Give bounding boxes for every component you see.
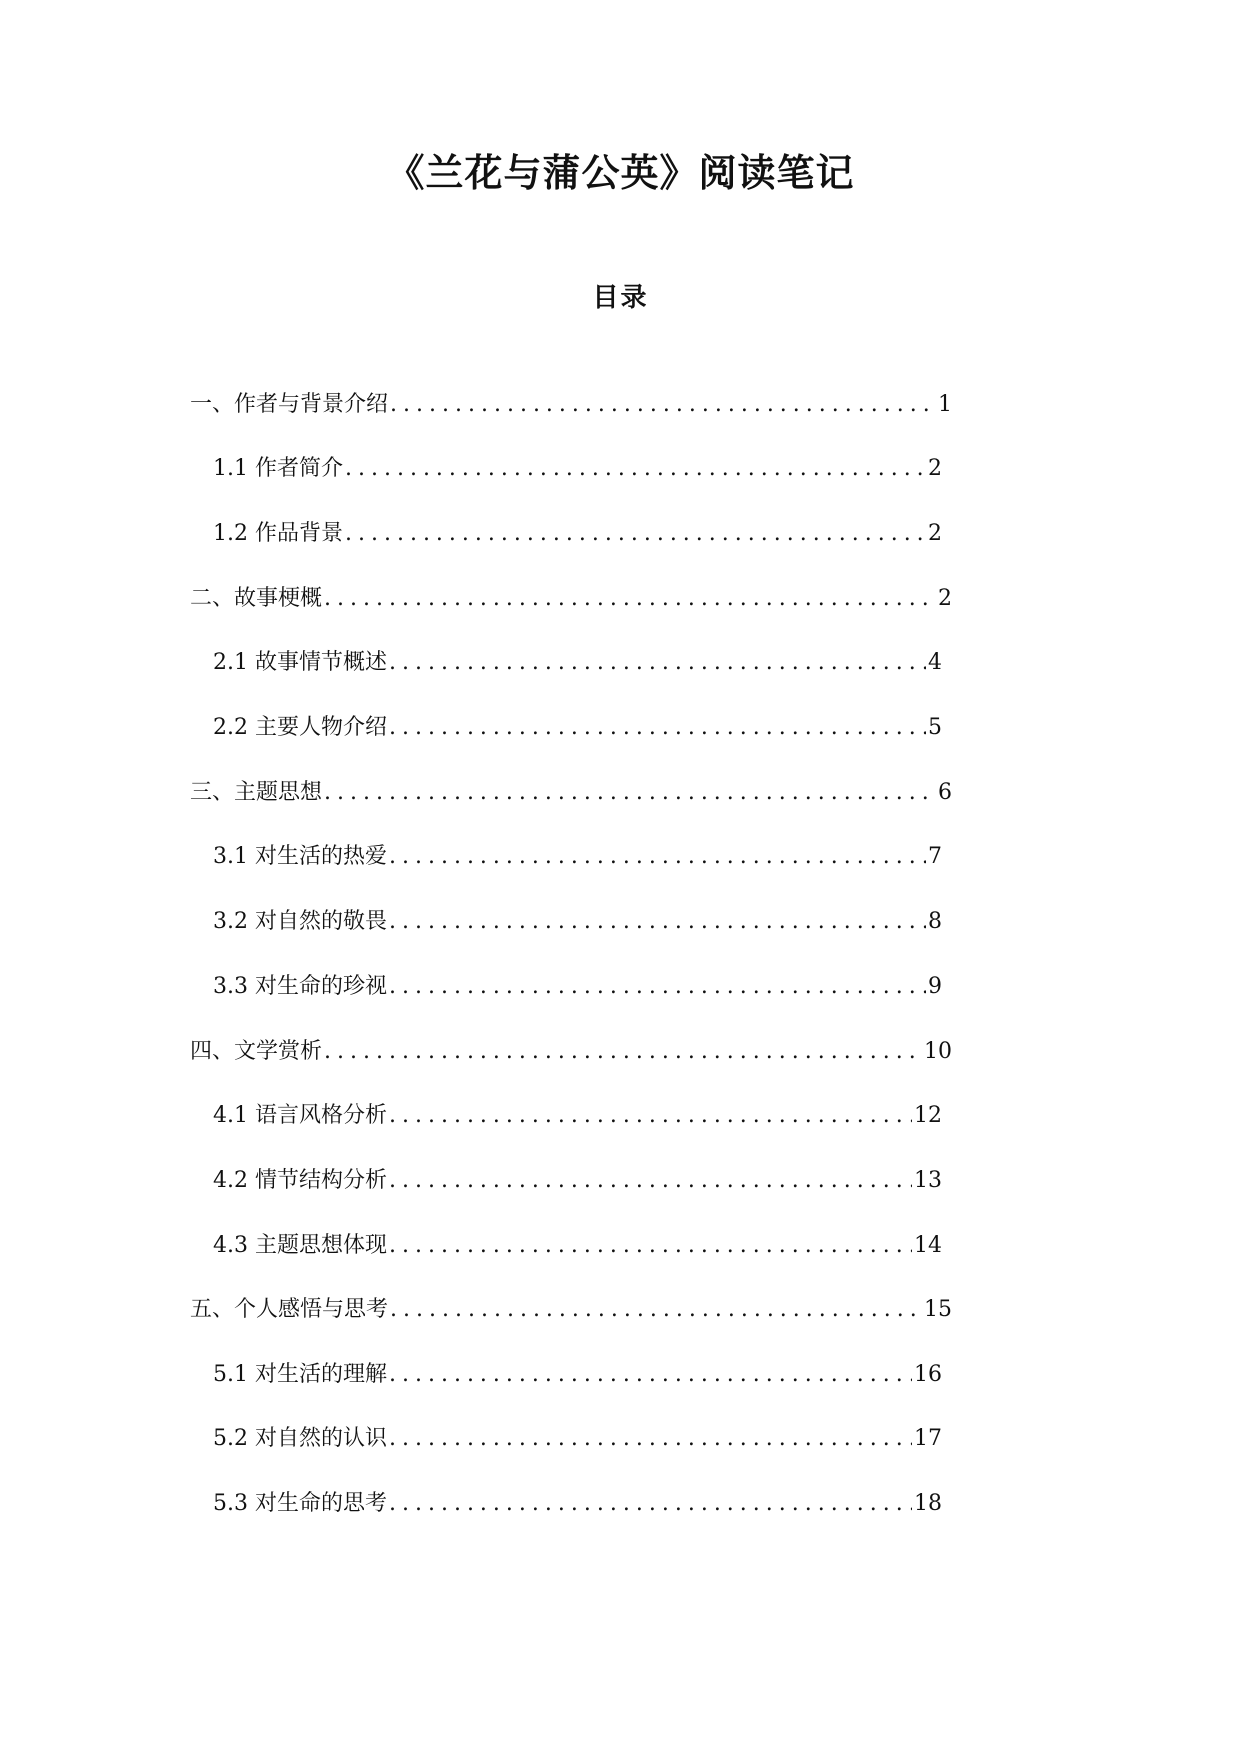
- toc-entry-label: 四、文学赏析: [190, 1039, 323, 1064]
- toc-entry-label: 三、主题思想: [190, 780, 323, 805]
- toc-page-number: 17: [914, 1426, 942, 1451]
- toc-entry-5-3[interactable]: [213, 1487, 942, 1521]
- toc-dot-leader: [390, 1293, 922, 1327]
- toc-entry-2-2[interactable]: [213, 711, 942, 745]
- toc-page-number: 4: [928, 650, 942, 675]
- toc-entry-4-3[interactable]: [213, 1229, 942, 1263]
- toc-entry-label: 二、故事梗概: [190, 586, 323, 611]
- toc-dot-leader: [345, 517, 926, 551]
- toc-page-number: 2: [928, 521, 942, 546]
- toc-entry-label: 3.3 对生命的珍视: [213, 974, 387, 999]
- toc-entry-label: 5.2 对自然的认识: [213, 1426, 387, 1451]
- toc-dot-leader: [390, 388, 936, 422]
- toc-page-number: 9: [928, 974, 942, 999]
- toc-entry-2-1[interactable]: [213, 646, 942, 680]
- toc-entry-3-2[interactable]: [213, 905, 942, 939]
- toc-page-number: 15: [924, 1297, 952, 1322]
- toc-page-number: 1: [938, 392, 952, 417]
- toc-entry-label: 5.3 对生命的思考: [213, 1491, 387, 1516]
- toc-entry-label: 2.2 主要人物介绍: [213, 715, 387, 740]
- toc-dot-leader: [389, 970, 926, 1004]
- toc-page-number: 7: [928, 844, 942, 869]
- toc-page-number: 2: [938, 586, 952, 611]
- toc-dot-leader: [389, 1422, 912, 1456]
- toc-dot-leader: [389, 711, 926, 745]
- toc-entry-5-1[interactable]: [213, 1358, 942, 1392]
- toc-entry-label: 4.2 情节结构分析: [213, 1168, 387, 1193]
- toc-page-number: 6: [938, 780, 952, 805]
- toc-entry-1-2[interactable]: [213, 517, 942, 551]
- toc-page-number: 13: [914, 1168, 942, 1193]
- toc-entry-4-1[interactable]: [213, 1099, 942, 1133]
- toc-page-number: 16: [914, 1362, 942, 1387]
- toc-dot-leader: [389, 1229, 912, 1263]
- toc-entry-1-1[interactable]: [213, 452, 942, 486]
- toc-page-number: 2: [928, 456, 942, 481]
- toc-entry-2[interactable]: [190, 582, 952, 616]
- toc-entry-label: 4.1 语言风格分析: [213, 1103, 387, 1128]
- toc-entry-label: 3.1 对生活的热爱: [213, 844, 387, 869]
- toc-entry-label: 一、作者与背景介绍: [190, 392, 389, 417]
- toc-entry-label: 1.1 作者简介: [213, 456, 343, 481]
- toc-entry-label: 1.2 作品背景: [213, 521, 343, 546]
- toc-dot-leader: [324, 1035, 922, 1069]
- toc-dot-leader: [389, 646, 926, 680]
- toc-dot-leader: [389, 1099, 912, 1133]
- toc-entry-3-3[interactable]: [213, 970, 942, 1004]
- toc-dot-leader: [324, 776, 936, 810]
- toc-entry-5-2[interactable]: [213, 1422, 942, 1456]
- toc-page-number: 10: [924, 1039, 952, 1064]
- toc-page-number: 14: [914, 1233, 942, 1258]
- toc-entry-3-1[interactable]: [213, 840, 942, 874]
- toc-entry-1[interactable]: [190, 388, 952, 422]
- toc-heading: 目录: [592, 283, 649, 313]
- toc-dot-leader: [389, 905, 926, 939]
- toc-entry-label: 五、个人感悟与思考: [190, 1297, 389, 1322]
- toc-page-number: 12: [914, 1103, 942, 1128]
- toc-dot-leader: [389, 1358, 912, 1392]
- toc-dot-leader: [324, 582, 936, 616]
- document-title: 《兰花与蒲公英》阅读笔记: [386, 151, 855, 195]
- toc-entry-label: 5.1 对生活的理解: [213, 1362, 387, 1387]
- toc-entry-label: 3.2 对自然的敬畏: [213, 909, 387, 934]
- toc-entry-label: 2.1 故事情节概述: [213, 650, 387, 675]
- toc-entry-4-2[interactable]: [213, 1164, 942, 1198]
- toc-entry-5[interactable]: [190, 1293, 952, 1327]
- toc-dot-leader: [345, 452, 926, 486]
- toc-dot-leader: [389, 840, 926, 874]
- toc-dot-leader: [389, 1487, 912, 1521]
- toc-entry-4[interactable]: [190, 1035, 952, 1069]
- toc-entry-3[interactable]: [190, 776, 952, 810]
- toc-entry-label: 4.3 主题思想体现: [213, 1233, 387, 1258]
- toc-page-number: 8: [928, 909, 942, 934]
- toc-page-number: 18: [914, 1491, 942, 1516]
- toc-dot-leader: [389, 1164, 912, 1198]
- toc-page-number: 5: [928, 715, 942, 740]
